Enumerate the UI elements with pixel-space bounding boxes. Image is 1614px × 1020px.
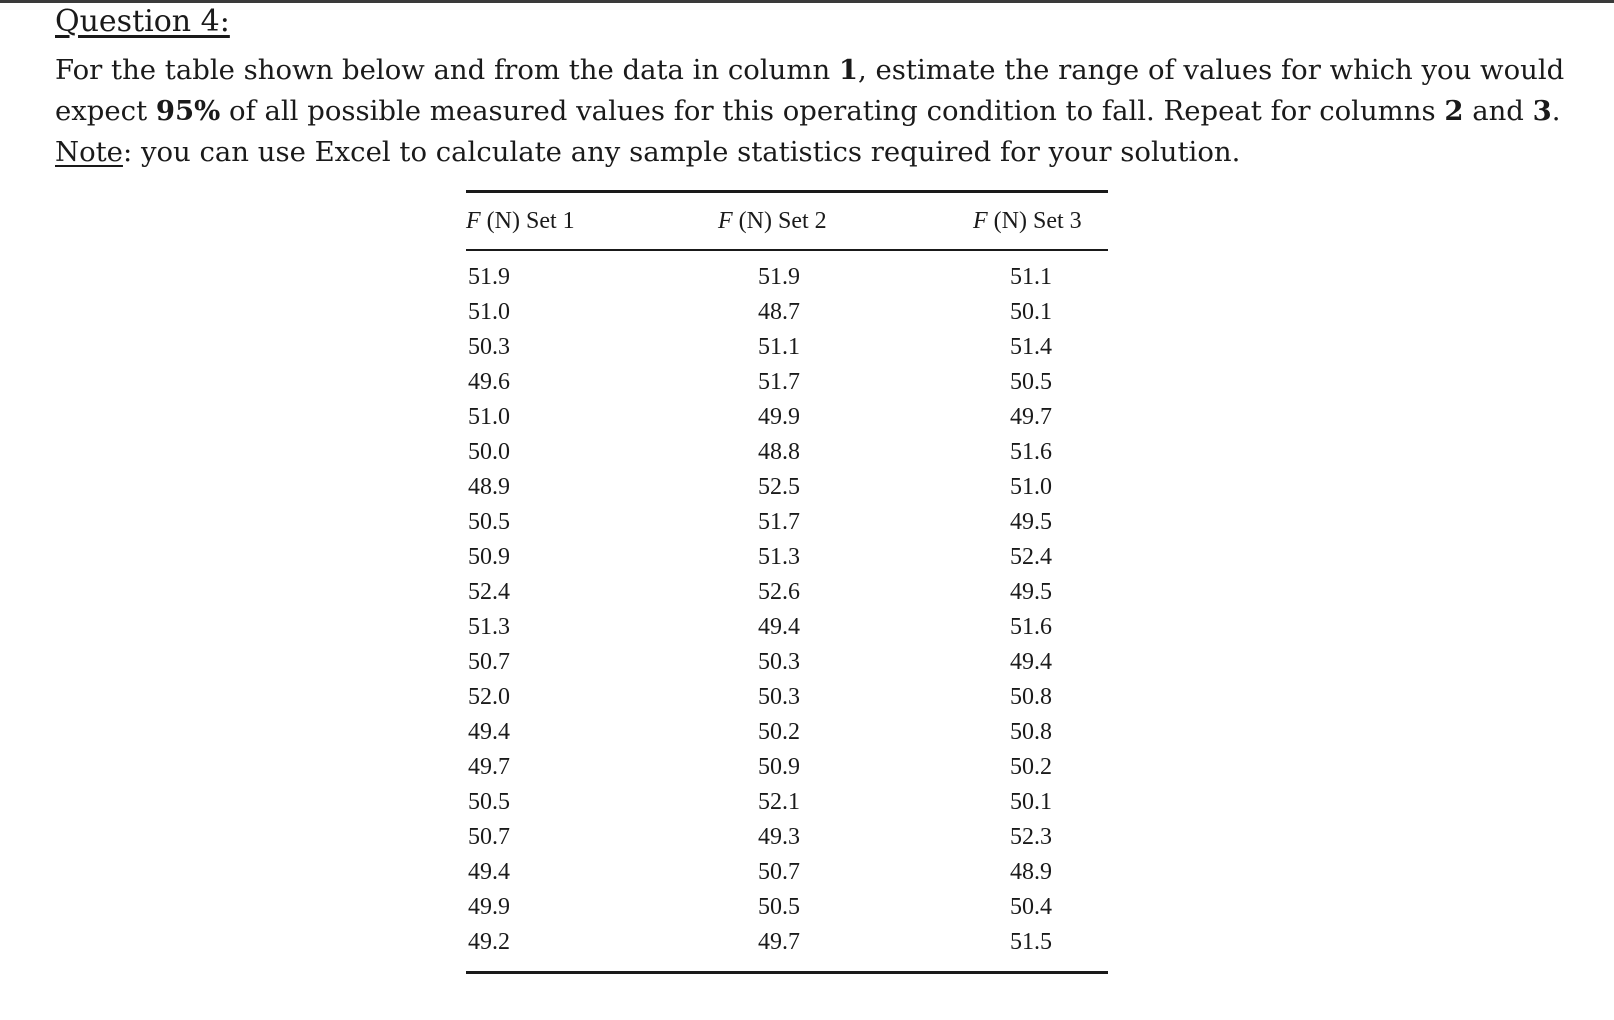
table-cell-set-3: 48.9: [1010, 859, 1052, 885]
table-cell-set-1: 50.5: [468, 789, 510, 815]
table-row: [466, 681, 1108, 716]
table-cell-set-1: 50.3: [468, 334, 510, 360]
table-cell-set-2: 50.2: [758, 719, 800, 745]
table-body: [466, 251, 1108, 971]
table-cell-set-1: 51.0: [468, 404, 510, 430]
table-cell-set-2: 51.7: [758, 369, 800, 395]
table-cell-set-2: 50.7: [758, 859, 800, 885]
table-row: [466, 331, 1108, 366]
table-cell-set-2: 50.3: [758, 684, 800, 710]
table-cell-set-3: 51.4: [1010, 334, 1052, 360]
table-cell-set-3: 50.1: [1010, 299, 1052, 325]
table-cell-set-2: 52.6: [758, 579, 800, 605]
prompt-text: , estimate the range of values for which you would: [858, 54, 1565, 86]
table-cell-set-3: 49.5: [1010, 579, 1052, 605]
table-cell-set-1: 50.5: [468, 509, 510, 535]
table-bottom-rule: [466, 971, 1108, 974]
question-title: Question 4:: [55, 4, 230, 39]
header-text: (N) Set 1: [480, 208, 575, 234]
table-row: [466, 821, 1108, 856]
table-cell-set-2: 51.7: [758, 509, 800, 535]
prompt-bold-col1: 1: [838, 54, 859, 86]
table-row: [466, 576, 1108, 611]
prompt-bold-col3: 3: [1532, 95, 1552, 127]
table-cell-set-1: 48.9: [468, 474, 510, 500]
table-cell-set-3: 51.6: [1010, 614, 1052, 640]
table-cell-set-3: 50.5: [1010, 369, 1052, 395]
table-cell-set-1: 49.7: [468, 754, 510, 780]
table-row: [466, 261, 1108, 296]
header-var: F: [718, 208, 733, 234]
header-text: (N) Set 2: [732, 208, 827, 234]
prompt-bold-col2: 2: [1444, 95, 1464, 127]
table-cell-set-2: 49.9: [758, 404, 800, 430]
question-prompt: [55, 50, 1595, 173]
table-row: [466, 436, 1108, 471]
table-cell-set-2: 48.8: [758, 439, 800, 465]
prompt-text: and: [1463, 95, 1533, 127]
table-cell-set-3: 50.2: [1010, 754, 1052, 780]
table-row: [466, 506, 1108, 541]
table-cell-set-3: 50.1: [1010, 789, 1052, 815]
header-set-1: [466, 208, 575, 235]
table-cell-set-1: 52.4: [468, 579, 510, 605]
table-header: [466, 193, 1108, 249]
table-row: [466, 856, 1108, 891]
table-cell-set-1: 51.9: [468, 264, 510, 290]
table-row: [466, 471, 1108, 506]
table-cell-set-3: 50.8: [1010, 719, 1052, 745]
header-set-3: [973, 208, 1082, 235]
data-table: [466, 190, 1108, 974]
prompt-text: of all possible measured values for this operating condition to fall. Repeat for columns: [220, 95, 1445, 127]
table-cell-set-2: 50.5: [758, 894, 800, 920]
table-cell-set-2: 52.1: [758, 789, 800, 815]
table-cell-set-1: 49.4: [468, 859, 510, 885]
table-row: [466, 541, 1108, 576]
prompt-text: For the table shown below and from the data in column: [55, 54, 839, 86]
table-cell-set-1: 50.7: [468, 649, 510, 675]
table-row: [466, 926, 1108, 961]
header-var: F: [973, 208, 988, 234]
note-label: Note: [55, 136, 123, 168]
table-cell-set-2: 51.3: [758, 544, 800, 570]
header-text: (N) Set 3: [987, 208, 1082, 234]
table-cell-set-2: 52.5: [758, 474, 800, 500]
table-cell-set-2: 51.9: [758, 264, 800, 290]
table-row: [466, 716, 1108, 751]
table-cell-set-2: 50.3: [758, 649, 800, 675]
prompt-text: .: [1551, 95, 1561, 127]
prompt-bold-percent: 95%: [155, 95, 221, 127]
table-cell-set-3: 51.0: [1010, 474, 1052, 500]
table-cell-set-3: 52.3: [1010, 824, 1052, 850]
table-row: [466, 296, 1108, 331]
table-cell-set-3: 51.1: [1010, 264, 1052, 290]
table-cell-set-1: 49.2: [468, 929, 510, 955]
table-cell-set-3: 49.7: [1010, 404, 1052, 430]
table-cell-set-2: 49.4: [758, 614, 800, 640]
table-cell-set-3: 52.4: [1010, 544, 1052, 570]
table-cell-set-2: 48.7: [758, 299, 800, 325]
table-row: [466, 366, 1108, 401]
table-cell-set-1: 50.7: [468, 824, 510, 850]
table-cell-set-3: 51.5: [1010, 929, 1052, 955]
table-cell-set-1: 50.0: [468, 439, 510, 465]
table-cell-set-1: 49.9: [468, 894, 510, 920]
header-set-2: [718, 208, 827, 235]
table-row: [466, 401, 1108, 436]
table-cell-set-2: 49.3: [758, 824, 800, 850]
table-row: [466, 751, 1108, 786]
table-cell-set-1: 52.0: [468, 684, 510, 710]
table-cell-set-3: 50.4: [1010, 894, 1052, 920]
table-row: [466, 646, 1108, 681]
table-cell-set-1: 51.3: [468, 614, 510, 640]
table-cell-set-1: 49.4: [468, 719, 510, 745]
table-cell-set-1: 51.0: [468, 299, 510, 325]
table-cell-set-1: 50.9: [468, 544, 510, 570]
table-cell-set-2: 49.7: [758, 929, 800, 955]
table-cell-set-2: 51.1: [758, 334, 800, 360]
table-cell-set-3: 49.5: [1010, 509, 1052, 535]
table-cell-set-3: 51.6: [1010, 439, 1052, 465]
table-row: [466, 891, 1108, 926]
prompt-text: expect: [55, 95, 156, 127]
top-rule: [0, 0, 1614, 3]
header-var: F: [466, 208, 481, 234]
note-text: : you can use Excel to calculate any sample statistics required for your solution.: [122, 136, 1241, 168]
table-cell-set-2: 50.9: [758, 754, 800, 780]
table-row: [466, 786, 1108, 821]
table-row: [466, 611, 1108, 646]
table-cell-set-1: 49.6: [468, 369, 510, 395]
table-cell-set-3: 49.4: [1010, 649, 1052, 675]
table-cell-set-3: 50.8: [1010, 684, 1052, 710]
